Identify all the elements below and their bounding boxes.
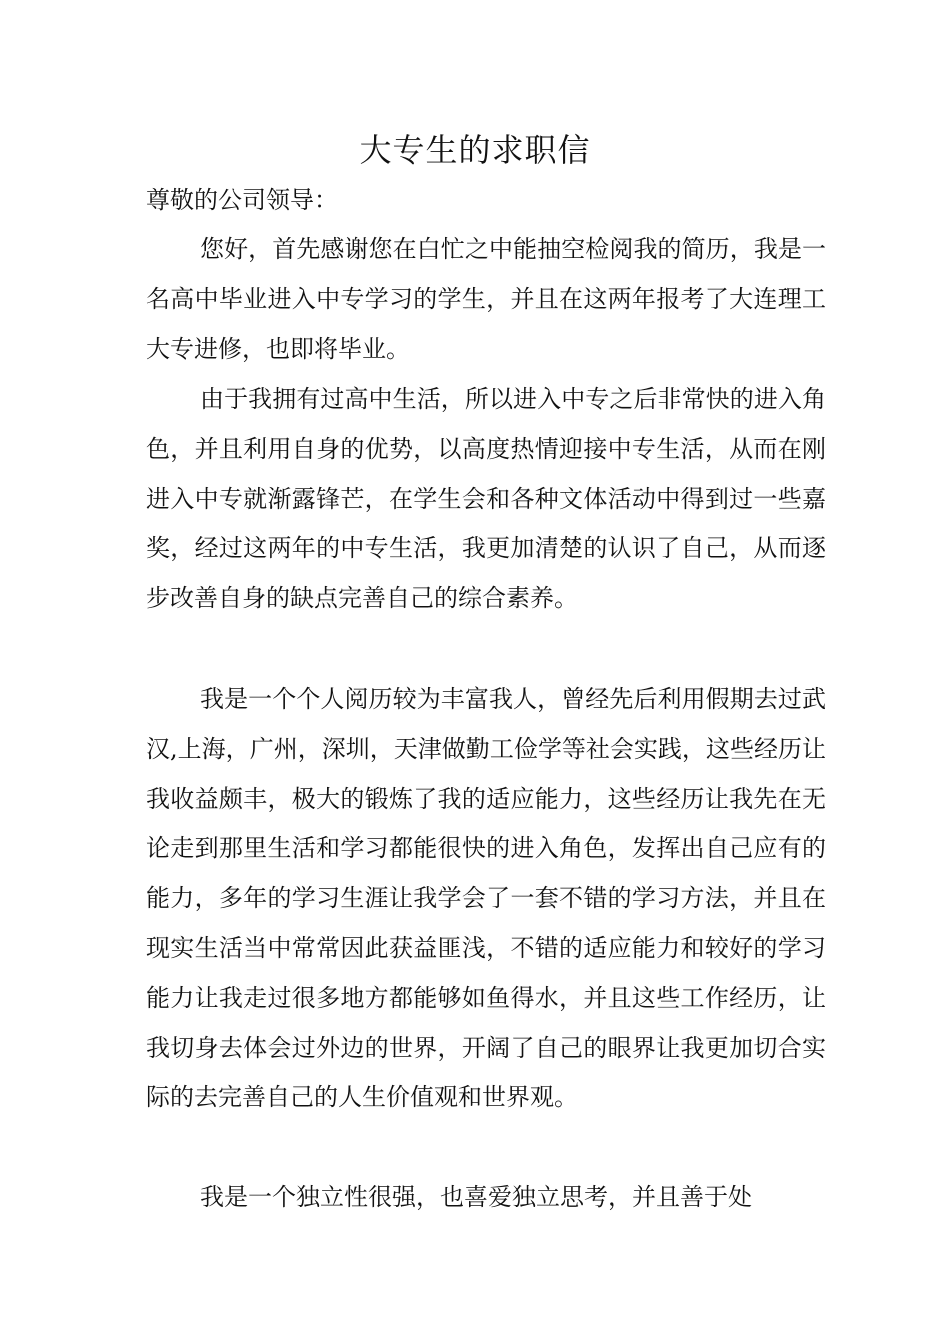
salutation: 尊敬的公司领导： (146, 186, 338, 214)
paragraph-4: 我是一个独立性很强，也喜爱独立思考，并且善于处 (200, 1183, 752, 1211)
document-title: 大专生的求职信 (359, 131, 591, 169)
paragraph-3: 我是一个个人阅历较为丰富我人，曾经先后利用假期去过武汉,上海，广州，深圳，天津做勤工俭学等社会实践，这些经历让我收益颇丰，极大的锻炼了我的适应能力，这些经历让我先在无论走到那里生活和学习都能很快的进入角色，发挥出自己应有的能力，多年的学习生涯让我学会了一套不错的学习方法，并且在现实生活当中常常因此获益匪浅，不错的适应能力和较好的学习能力让我走过很多地方都能够如鱼得水，并且这些工作经历，让我切身去体会过外边的世界，开阔了自己的眼界让我更加切合实际的去完善自己的人生价值观和世界观。 (146, 685, 826, 1112)
paragraph-2: 由于我拥有过高中生活，所以进入中专之后非常快的进入角色，并且利用自身的优势，以高度热情迎接中专生活，从而在刚进入中专就渐露锋芒，在学生会和各种文体活动中得到过一些嘉奖，经过这两年的中专生活，我更加清楚的认识了自己，从而逐步改善自身的缺点完善自己的综合素养。 (146, 385, 826, 613)
paragraph-1: 您好，首先感谢您在白忙之中能抽空检阅我的简历，我是一名高中毕业进入中专学习的学生，并且在这两年报考了大连理工大专进修，也即将毕业。 (146, 235, 826, 363)
